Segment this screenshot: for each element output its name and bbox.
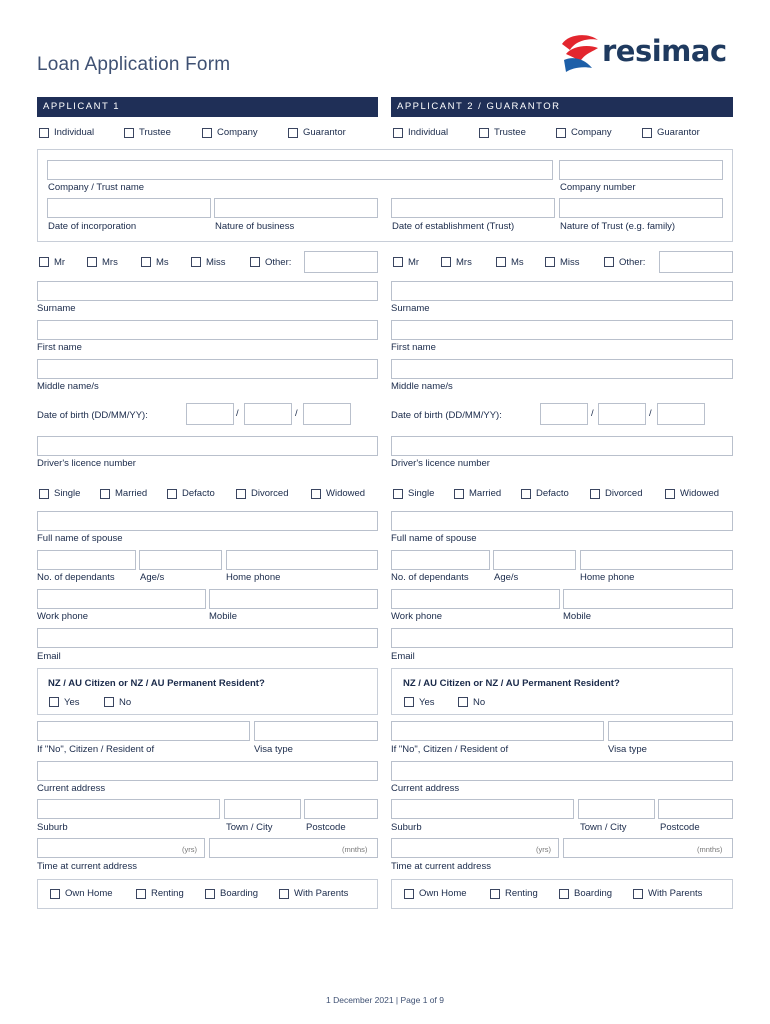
a1-guarantor-label: Guarantor [303,127,346,138]
a2-surname-label: Surname [391,303,430,314]
a1-single-label: Single [54,488,81,499]
a2-dob-slash-2: / [649,408,652,419]
a2-ms-label: Ms [511,257,524,268]
a1-trustee-label: Trustee [139,127,171,138]
a2-other-title-field[interactable] [659,251,733,273]
a2-citizen-of-field[interactable] [391,721,604,741]
a2-town-label: Town / City [580,822,627,833]
a1-current-address-label: Current address [37,783,106,794]
a2-divorced-checkbox[interactable] [590,489,600,499]
a1-dob-month-field[interactable] [244,403,292,425]
a1-spouse-label: Full name of spouse [37,533,123,544]
a2-work-phone-field[interactable] [391,589,560,609]
a1-months-unit: (mnths) [342,845,368,854]
a2-visa-type-label: Visa type [608,744,647,755]
logo-wordmark: resimac [602,34,727,68]
a1-boarding-checkbox[interactable] [205,889,215,899]
a2-email-field[interactable] [391,628,733,648]
a1-ages-field[interactable] [139,550,222,570]
a1-single-checkbox[interactable] [39,489,49,499]
applicant1-header: APPLICANT 1 [37,97,378,117]
a1-mobile-label: Mobile [209,611,237,622]
a2-first-name-field[interactable] [391,320,733,340]
a1-visa-type-field[interactable] [254,721,378,741]
a2-mrs-checkbox[interactable] [441,257,451,267]
a2-single-label: Single [408,488,435,499]
a1-mrs-label: Mrs [102,257,118,268]
a2-company-label: Company [571,127,612,138]
a1-mrs-checkbox[interactable] [87,257,97,267]
form-title: Loan Application Form [37,54,231,75]
a2-licence-label: Driver's licence number [391,458,490,469]
a2-ages-field[interactable] [493,550,576,570]
a2-dob-day-field[interactable] [540,403,588,425]
nature-of-trust-label: Nature of Trust (e.g. family) [560,221,676,232]
a1-email-field[interactable] [37,628,378,648]
date-of-establishment-label: Date of establishment (Trust) [392,221,515,232]
a2-miss-label: Miss [560,257,580,268]
a1-citizen-of-label: If "No", Citizen / Resident of [37,744,155,755]
a2-work-phone-label: Work phone [391,611,443,622]
a1-work-phone-field[interactable] [37,589,206,609]
a1-widowed-checkbox[interactable] [311,489,321,499]
a2-guarantor-checkbox[interactable] [642,128,652,138]
a1-dob-slash-1: / [236,408,239,419]
a1-individual-checkbox[interactable] [39,128,49,138]
a1-dependants-field[interactable] [37,550,136,570]
a2-mr-checkbox[interactable] [393,257,403,267]
a1-time-at-address-label: Time at current address [37,861,137,872]
a2-residency-no-label: No [473,697,486,708]
a1-residency-no-checkbox[interactable] [104,697,114,707]
a1-current-address-field[interactable] [37,761,378,781]
a2-suburb-label: Suburb [391,822,422,833]
date-of-incorporation-field[interactable] [47,198,211,218]
a1-residency-yes-label: Yes [64,697,80,708]
a2-dob-slash-1: / [591,408,594,419]
a2-mobile-label: Mobile [563,611,591,622]
a2-widowed-label: Widowed [680,488,720,499]
a1-ms-label: Ms [156,257,169,268]
a2-dependants-field[interactable] [391,550,490,570]
a1-first-name-field[interactable] [37,320,378,340]
a2-defacto-checkbox[interactable] [521,489,531,499]
a1-work-phone-label: Work phone [37,611,89,622]
a2-married-label: Married [469,488,502,499]
a1-miss-checkbox[interactable] [191,257,201,267]
a2-residency-question: NZ / AU Citizen or NZ / AU Permanent Resident? [403,678,620,689]
a2-middle-name-field[interactable] [391,359,733,379]
a2-married-checkbox[interactable] [454,489,464,499]
a1-residency-panel [37,668,378,715]
a1-surname-label: Surname [37,303,76,314]
a2-visa-type-field[interactable] [608,721,733,741]
a1-licence-field[interactable] [37,436,378,456]
a2-boarding-label: Boarding [574,888,613,899]
a2-other-label: Other: [619,257,646,268]
a2-mrs-label: Mrs [456,257,472,268]
a2-own-home-checkbox[interactable] [404,889,414,899]
a1-citizen-of-field[interactable] [37,721,250,741]
a1-with-parents-checkbox[interactable] [279,889,289,899]
a1-town-field[interactable] [224,799,301,819]
company-trust-name-label: Company / Trust name [48,182,145,193]
a2-current-address-label: Current address [391,783,460,794]
a2-months-unit: (mnths) [697,845,723,854]
a1-time-years-field[interactable] [37,838,205,858]
a2-residency-yes-checkbox[interactable] [404,697,414,707]
a1-spouse-field[interactable] [37,511,378,531]
a2-town-field[interactable] [578,799,655,819]
a1-other-label: Other: [265,257,292,268]
page-footer: 1 December 2021 | Page 1 of 9 [326,995,444,1005]
a2-other-checkbox[interactable] [604,257,614,267]
a2-trustee-label: Trustee [494,127,526,138]
a1-postcode-label: Postcode [306,822,346,833]
a1-first-name-label: First name [37,342,82,353]
a1-mr-checkbox[interactable] [39,257,49,267]
a2-ms-checkbox[interactable] [496,257,506,267]
a1-own-home-checkbox[interactable] [50,889,60,899]
a2-time-at-address-label: Time at current address [391,861,491,872]
a2-current-address-field[interactable] [391,761,733,781]
a1-home-phone-field[interactable] [226,550,378,570]
a2-own-home-label: Own Home [419,888,467,899]
a2-time-years-field[interactable] [391,838,559,858]
a2-mobile-field[interactable] [563,589,733,609]
date-of-establishment-field[interactable] [391,198,555,218]
a2-miss-checkbox[interactable] [545,257,555,267]
a1-surname-field[interactable] [37,281,378,301]
a2-guarantor-label: Guarantor [657,127,700,138]
a1-renting-checkbox[interactable] [136,889,146,899]
a2-individual-checkbox[interactable] [393,128,403,138]
a1-home-phone-label: Home phone [226,572,281,583]
resimac-logo-mark-icon [558,30,602,74]
a1-guarantor-checkbox[interactable] [288,128,298,138]
a2-single-checkbox[interactable] [393,489,403,499]
a1-other-title-field[interactable] [304,251,378,273]
a1-boarding-label: Boarding [220,888,259,899]
resimac-logo [558,30,738,76]
a2-middle-name-label: Middle name/s [391,381,453,392]
a2-company-checkbox[interactable] [556,128,566,138]
a1-mobile-field[interactable] [209,589,378,609]
a2-years-unit: (yrs) [536,845,551,854]
a1-town-label: Town / City [226,822,273,833]
a1-ms-checkbox[interactable] [141,257,151,267]
a1-company-checkbox[interactable] [202,128,212,138]
a2-renting-checkbox[interactable] [490,889,500,899]
company-trust-name-field[interactable] [47,160,553,180]
a2-dob-label: Date of birth (DD/MM/YY): [391,410,502,421]
a2-dob-year-field[interactable] [657,403,705,425]
a1-with-parents-label: With Parents [294,888,349,899]
a2-surname-field[interactable] [391,281,733,301]
a2-suburb-field[interactable] [391,799,574,819]
a2-boarding-checkbox[interactable] [559,889,569,899]
a1-visa-type-label: Visa type [254,744,293,755]
a1-suburb-field[interactable] [37,799,220,819]
a2-dob-month-field[interactable] [598,403,646,425]
a1-licence-label: Driver's licence number [37,458,136,469]
a2-with-parents-checkbox[interactable] [633,889,643,899]
a1-married-label: Married [115,488,148,499]
a1-mr-label: Mr [54,257,66,268]
a1-dob-day-field[interactable] [186,403,234,425]
a1-postcode-field[interactable] [304,799,378,819]
a2-residency-no-checkbox[interactable] [458,697,468,707]
a1-suburb-label: Suburb [37,822,68,833]
a1-defacto-label: Defacto [182,488,215,499]
company-number-label: Company number [560,182,636,193]
a2-dependants-label: No. of dependants [391,572,469,583]
a2-defacto-label: Defacto [536,488,569,499]
a2-residency-panel [391,668,733,715]
a1-dob-year-field[interactable] [303,403,351,425]
a2-widowed-checkbox[interactable] [665,489,675,499]
nature-of-business-field[interactable] [214,198,378,218]
a1-dob-label: Date of birth (DD/MM/YY): [37,410,148,421]
a2-licence-field[interactable] [391,436,733,456]
company-number-field[interactable] [559,160,723,180]
a1-divorced-checkbox[interactable] [236,489,246,499]
a2-first-name-label: First name [391,342,436,353]
a2-mr-label: Mr [408,257,420,268]
a1-renting-label: Renting [151,888,184,899]
a1-own-home-label: Own Home [65,888,113,899]
a1-residency-question: NZ / AU Citizen or NZ / AU Permanent Resident? [48,678,265,689]
a2-spouse-label: Full name of spouse [391,533,477,544]
a1-company-label: Company [217,127,258,138]
a2-home-phone-label: Home phone [580,572,635,583]
a1-years-unit: (yrs) [182,845,197,854]
a1-other-checkbox[interactable] [250,257,260,267]
a2-citizen-of-label: If "No", Citizen / Resident of [391,744,509,755]
a2-postcode-field[interactable] [658,799,733,819]
a2-postcode-label: Postcode [660,822,700,833]
a1-divorced-label: Divorced [251,488,289,499]
a1-dob-slash-2: / [295,408,298,419]
a1-widowed-label: Widowed [326,488,366,499]
a1-miss-label: Miss [206,257,226,268]
a1-defacto-checkbox[interactable] [167,489,177,499]
a1-ages-label: Age/s [140,572,165,583]
a1-middle-name-label: Middle name/s [37,381,99,392]
nature-of-trust-field[interactable] [559,198,723,218]
a2-trustee-checkbox[interactable] [479,128,489,138]
a2-spouse-field[interactable] [391,511,733,531]
a2-with-parents-label: With Parents [648,888,703,899]
a1-email-label: Email [37,651,61,662]
a1-residency-yes-checkbox[interactable] [49,697,59,707]
a2-renting-label: Renting [505,888,538,899]
a2-ages-label: Age/s [494,572,519,583]
a1-middle-name-field[interactable] [37,359,378,379]
applicant2-header: APPLICANT 2 / GUARANTOR [391,97,733,117]
a2-divorced-label: Divorced [605,488,643,499]
date-of-incorporation-label: Date of incorporation [48,221,137,232]
nature-of-business-label: Nature of business [215,221,295,232]
a1-married-checkbox[interactable] [100,489,110,499]
a1-individual-label: Individual [54,127,95,138]
a2-residency-yes-label: Yes [419,697,435,708]
a1-residency-no-label: No [119,697,132,708]
a2-individual-label: Individual [408,127,449,138]
a1-dependants-label: No. of dependants [37,572,115,583]
a1-trustee-checkbox[interactable] [124,128,134,138]
a2-email-label: Email [391,651,415,662]
a2-home-phone-field[interactable] [580,550,733,570]
